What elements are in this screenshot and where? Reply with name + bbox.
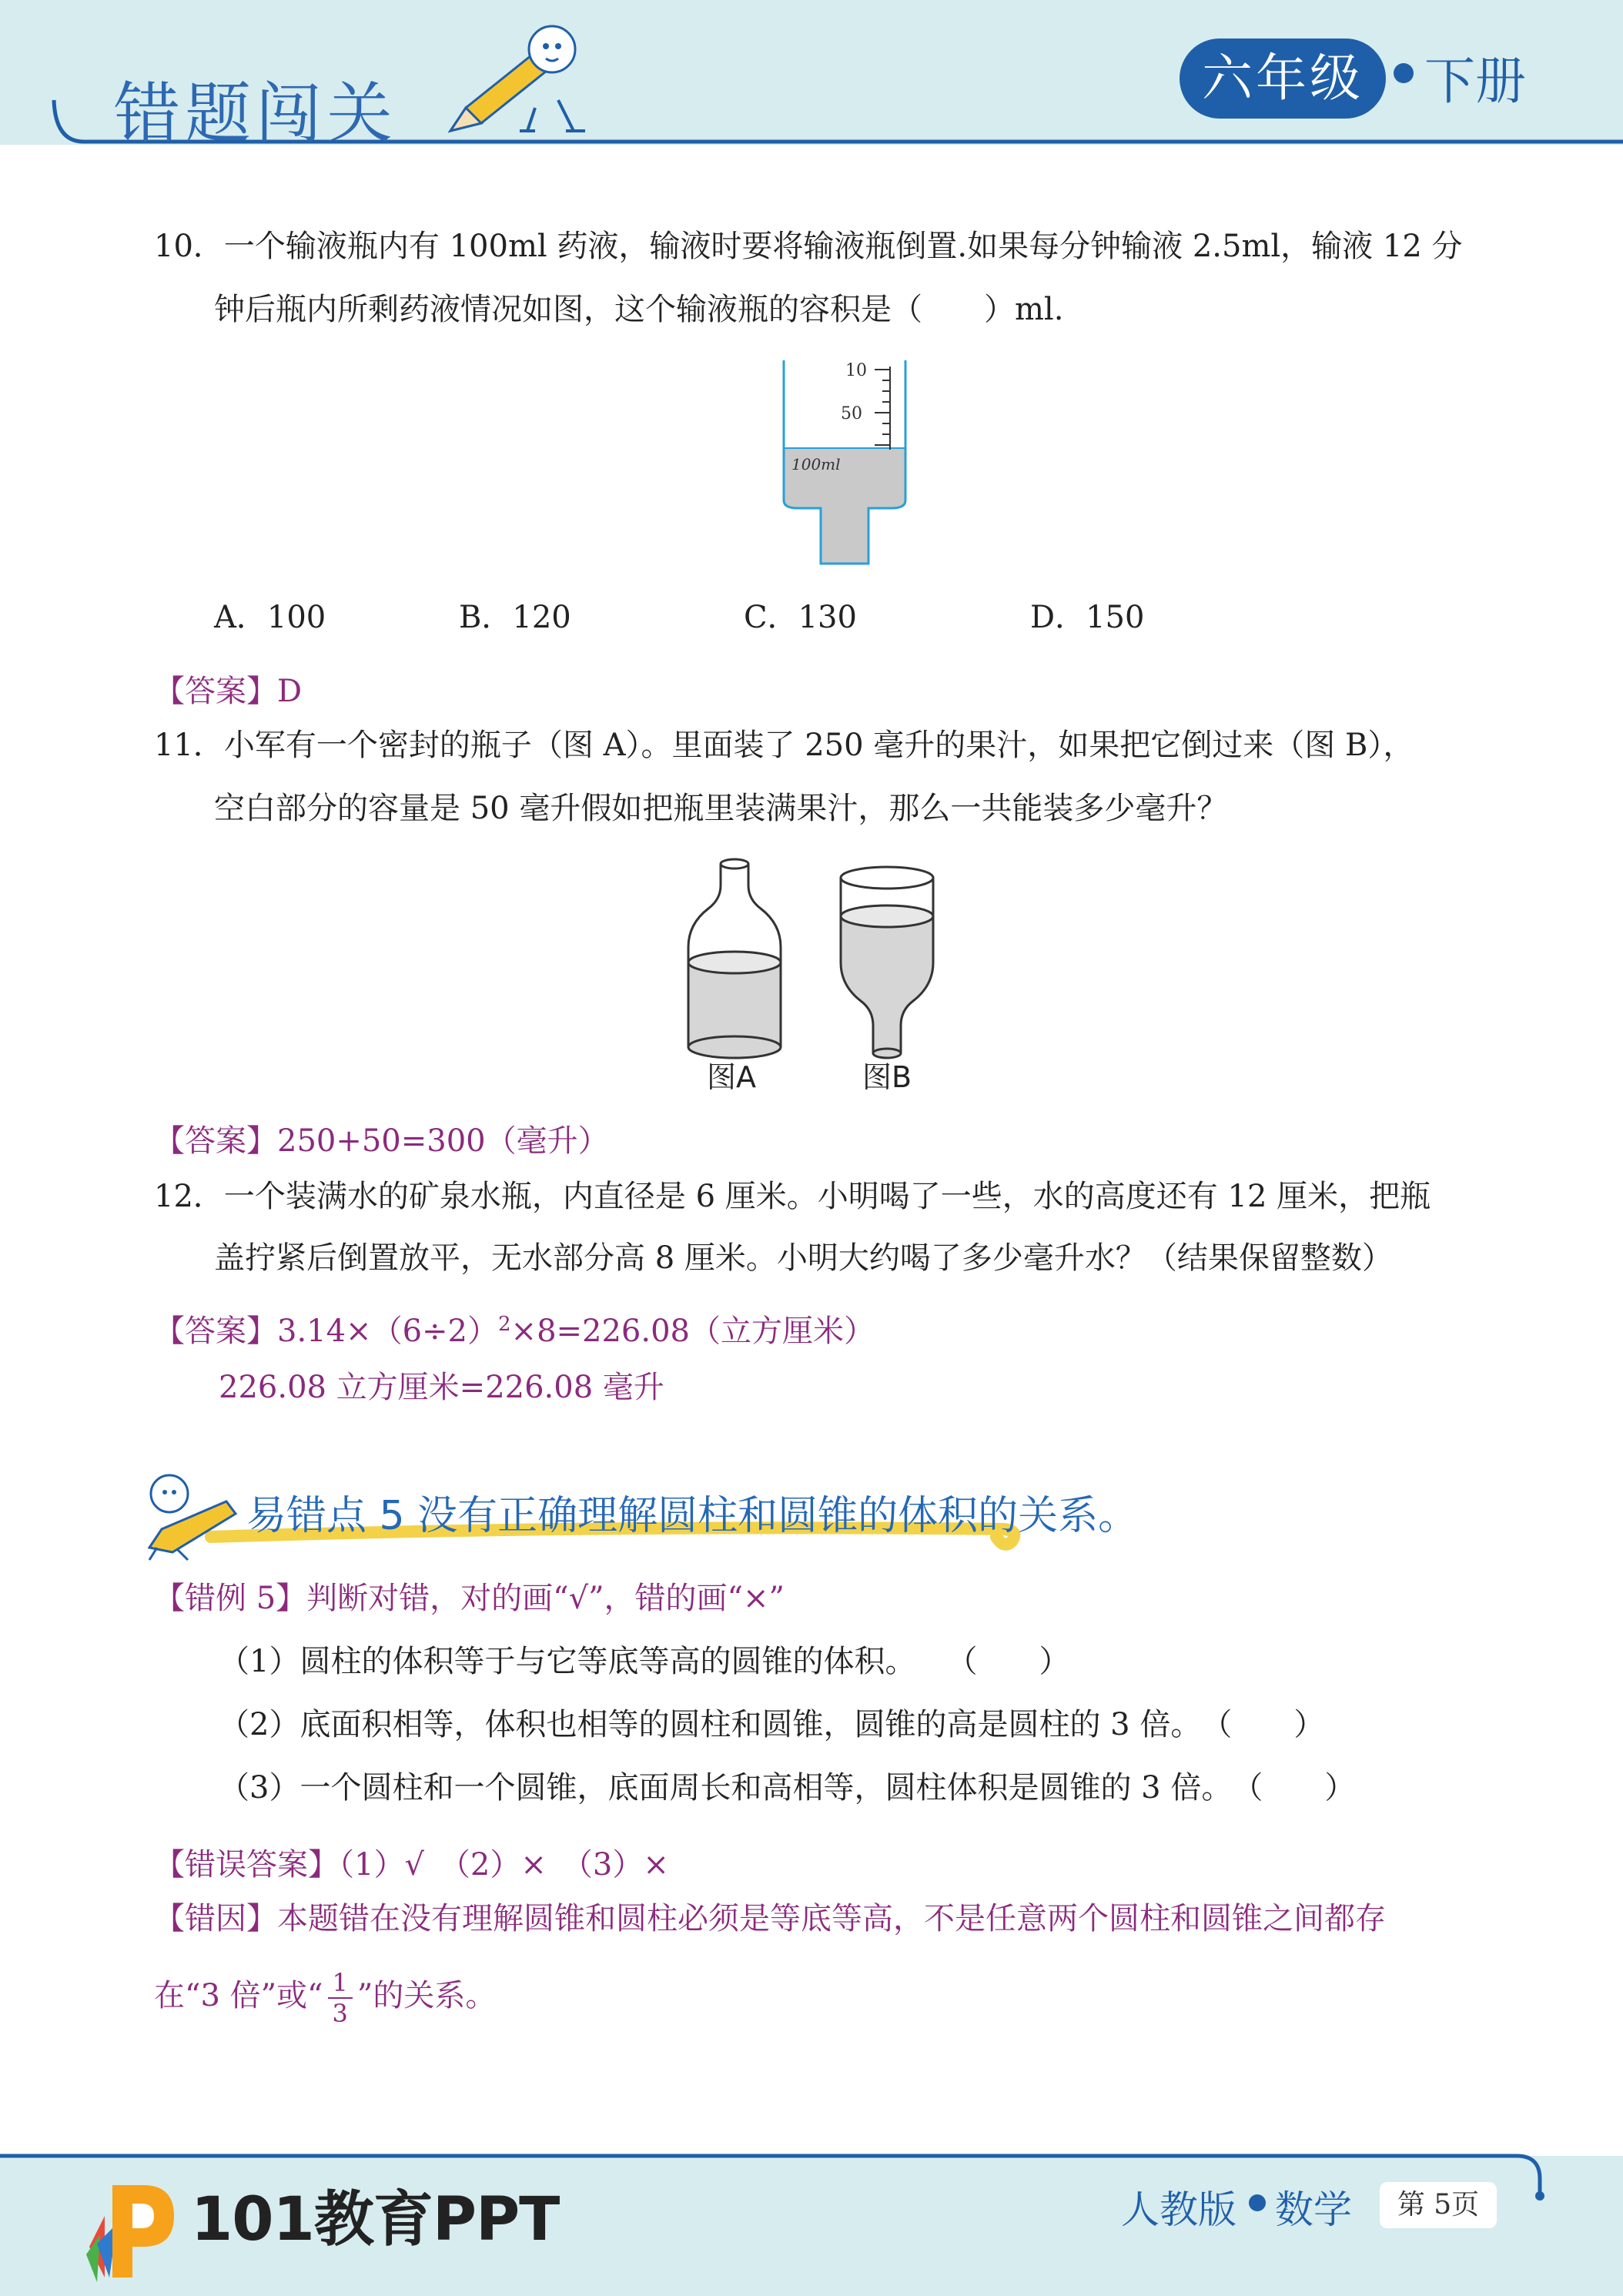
example-5-text: 【错例 5】判断对错，对的画“√”，错的画“×” bbox=[154, 1581, 785, 1616]
q10-option-d: D．150 bbox=[1030, 600, 1145, 635]
bottle-b-icon bbox=[841, 867, 933, 1058]
brand-logo-icon bbox=[74, 2170, 182, 2285]
q11-line1: 11．小军有一个密封的瓶子（图 A）。里面装了 250 毫升的果汁，如果把它倒过来（图 B）， bbox=[154, 728, 1414, 763]
reason-pre: 在“3 倍”或“ bbox=[154, 1978, 323, 2013]
fraction-one-third bbox=[328, 1968, 353, 2028]
page-number: 第 5页 bbox=[1380, 2182, 1497, 2228]
iv-label-10: 10 bbox=[845, 361, 867, 380]
bottle-figures bbox=[678, 855, 955, 1098]
wrong-answer: 【错误答案】（1）√ （2）× （3）× bbox=[154, 1847, 669, 1883]
iv-bottle-figure bbox=[775, 354, 915, 570]
judge-item-2: （2）底面积相等，体积也相等的圆柱和圆锥，圆锥的高是圆柱的 3 倍。 （ ） bbox=[219, 1707, 1325, 1742]
judge-item-1: （1）圆柱的体积等于与它等底等高的圆锥的体积。 （ ） bbox=[219, 1644, 1070, 1679]
fraction-numerator: 1 bbox=[328, 1968, 353, 1999]
q12-line1: 12．一个装满水的矿泉水瓶，内直径是 6 厘米。小明喝了一些，水的高度还有 12 厘米，把瓶 bbox=[154, 1179, 1431, 1214]
q12-answer-part-a: 【答案】3.14×（6÷2） bbox=[154, 1314, 498, 1349]
mascot-pencil-icon bbox=[443, 15, 597, 139]
iv-label-100ml: 100ml bbox=[791, 455, 841, 474]
footer-edition: 人教版 bbox=[1121, 2187, 1236, 2232]
q12-line2: 盖拧紧后倒置放平，无水部分高 8 厘米。小明大约喝了多少毫升水？（结果保留整数） bbox=[214, 1240, 1393, 1276]
error-reason-line2 bbox=[154, 1965, 496, 2028]
q11-line2: 空白部分的容量是 50 毫升假如把瓶里装满果汁，那么一共能装多少毫升？ bbox=[214, 791, 1228, 826]
bottle-a-icon bbox=[688, 859, 781, 1058]
grade-badge: 六年级 bbox=[1180, 38, 1386, 119]
q10-option-a: A．100 bbox=[214, 600, 326, 635]
q12-answer-line2: 226.08 立方厘米=226.08 毫升 bbox=[219, 1370, 664, 1405]
example-5-heading bbox=[154, 1575, 785, 1622]
fig-a-label: 图A bbox=[707, 1060, 756, 1094]
grade-separator-dot bbox=[1394, 63, 1414, 83]
volume-label: 下册 bbox=[1424, 52, 1526, 111]
section-5-title: 易错点 5 没有正确理解圆柱和圆锥的体积的关系。 bbox=[246, 1493, 1139, 1539]
footer-separator-dot bbox=[1249, 2194, 1266, 2211]
q12-answer-part-b: ×8=226.08（立方厘米） bbox=[510, 1314, 875, 1349]
judge-item-3: （3）一个圆柱和一个圆锥，底面周长和高相等，圆柱体积是圆锥的 3 倍。 （ ） bbox=[219, 1770, 1356, 1806]
q10-answer: 【答案】D bbox=[154, 674, 303, 709]
fig-b-label: 图B bbox=[862, 1060, 912, 1094]
mascot-pencil-small-icon bbox=[149, 1475, 236, 1560]
q10-line1: 10．一个输液瓶内有 100ml 药液，输液时要将输液瓶倒置.如果每分钟输液 2.5ml，输液 12 分 bbox=[154, 229, 1463, 264]
q12-answer bbox=[154, 1301, 875, 1354]
q10-option-c: C．130 bbox=[744, 600, 857, 635]
footer-subject: 数学 bbox=[1275, 2187, 1352, 2232]
header-title: 错题闯关 bbox=[114, 75, 397, 152]
q10-line2: 钟后瓶内所剩药液情况如图，这个输液瓶的容积是（ ）ml. bbox=[214, 292, 1064, 327]
reason-post: ”的关系。 bbox=[356, 1978, 497, 2013]
q10-option-b: B．120 bbox=[459, 600, 571, 635]
q11-answer: 【答案】250+50=300（毫升） bbox=[154, 1123, 609, 1159]
footer-brand: 101教育PPT bbox=[191, 2185, 560, 2254]
q12-answer-exponent: 2 bbox=[498, 1313, 511, 1336]
fraction-denominator: 3 bbox=[332, 1999, 348, 2028]
error-reason-line1: 【错因】本题错在没有理解圆锥和圆柱必须是等底等高，不是任意两个圆柱和圆锥之间都存 bbox=[154, 1901, 1386, 1936]
iv-label-50: 50 bbox=[841, 404, 862, 423]
